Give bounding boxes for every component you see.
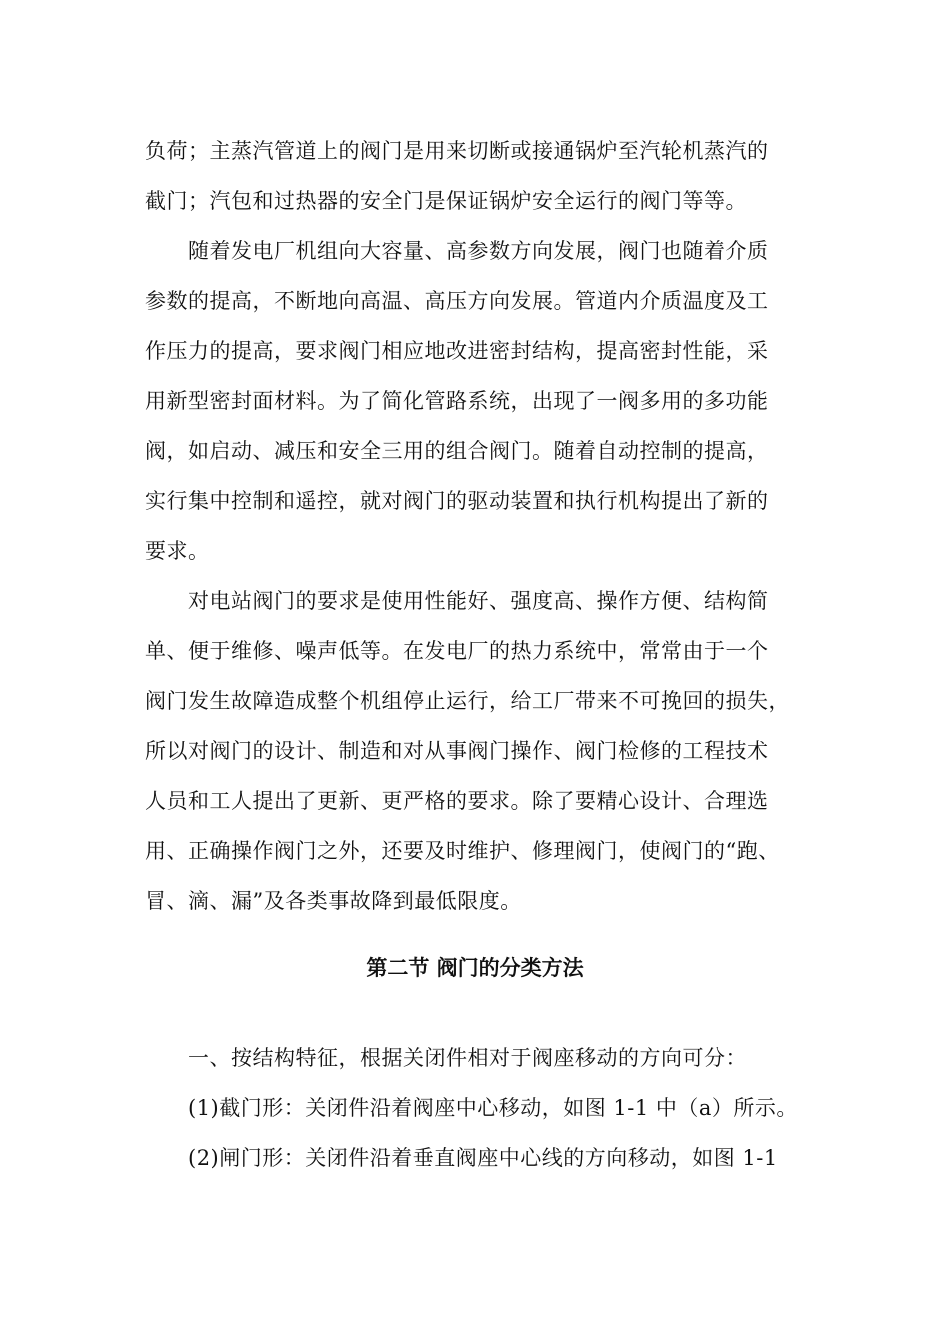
- paragraph-3-line-7: 冒、滴、漏”及各类事故降到最低限度。: [145, 889, 522, 913]
- paragraph-3-line-2: 单、便于维修、噪声低等。在发电厂的热力系统中，常常由于一个: [145, 639, 769, 663]
- paragraph-2-line-3: 作压力的提高，要求阀门相应地改进密封结构，提高密封性能，采: [145, 339, 769, 363]
- paragraph-2-line-1: 随着发电厂机组向大容量、高参数方向发展，阀门也随着介质: [188, 239, 769, 263]
- section-heading: 第二节 阀门的分类方法: [366, 956, 584, 980]
- paragraph-1-line-2: 截门；汽包和过热器的安全门是保证锅炉安全运行的阀门等等。: [145, 189, 747, 213]
- paragraph-2-line-6: 实行集中控制和遥控，就对阀门的驱动装置和执行机构提出了新的: [145, 489, 769, 513]
- paragraph-1-line-1: 负荷；主蒸汽管道上的阀门是用来切断或接通锅炉至汽轮机蒸汽的: [145, 139, 769, 163]
- paragraph-2-line-2: 参数的提高，不断地向高温、高压方向发展。管道内介质温度及工: [145, 289, 769, 313]
- classification-item-1: (1)截门形：关闭件沿着阀座中心移动，如图 1-1 中（a）所示。: [188, 1096, 798, 1120]
- paragraph-3-line-6: 用、正确操作阀门之外，还要及时维护、修理阀门，使阀门的“跑、: [145, 839, 780, 863]
- paragraph-2-line-7: 要求。: [145, 539, 210, 563]
- classification-item-2: (2)闸门形：关闭件沿着垂直阀座中心线的方向移动，如图 1-1: [188, 1146, 778, 1170]
- paragraph-2-line-4: 用新型密封面材料。为了简化管路系统，出现了一阀多用的多功能: [145, 389, 769, 413]
- paragraph-3-line-5: 人员和工人提出了更新、更严格的要求。除了要精心设计、合理选: [145, 789, 769, 813]
- classification-intro: 一、按结构特征，根据关闭件相对于阀座移动的方向可分：: [188, 1046, 747, 1070]
- paragraph-2-line-5: 阀，如启动、减压和安全三用的组合阀门。随着自动控制的提高，: [145, 439, 769, 463]
- paragraph-3-line-4: 所以对阀门的设计、制造和对从事阀门操作、阀门检修的工程技术: [145, 739, 769, 763]
- paragraph-3-line-1: 对电站阀门的要求是使用性能好、强度高、操作方便、结构简: [188, 589, 769, 613]
- paragraph-3-line-3: 阀门发生故障造成整个机组停止运行，给工厂带来不可挽回的损失，: [145, 689, 790, 713]
